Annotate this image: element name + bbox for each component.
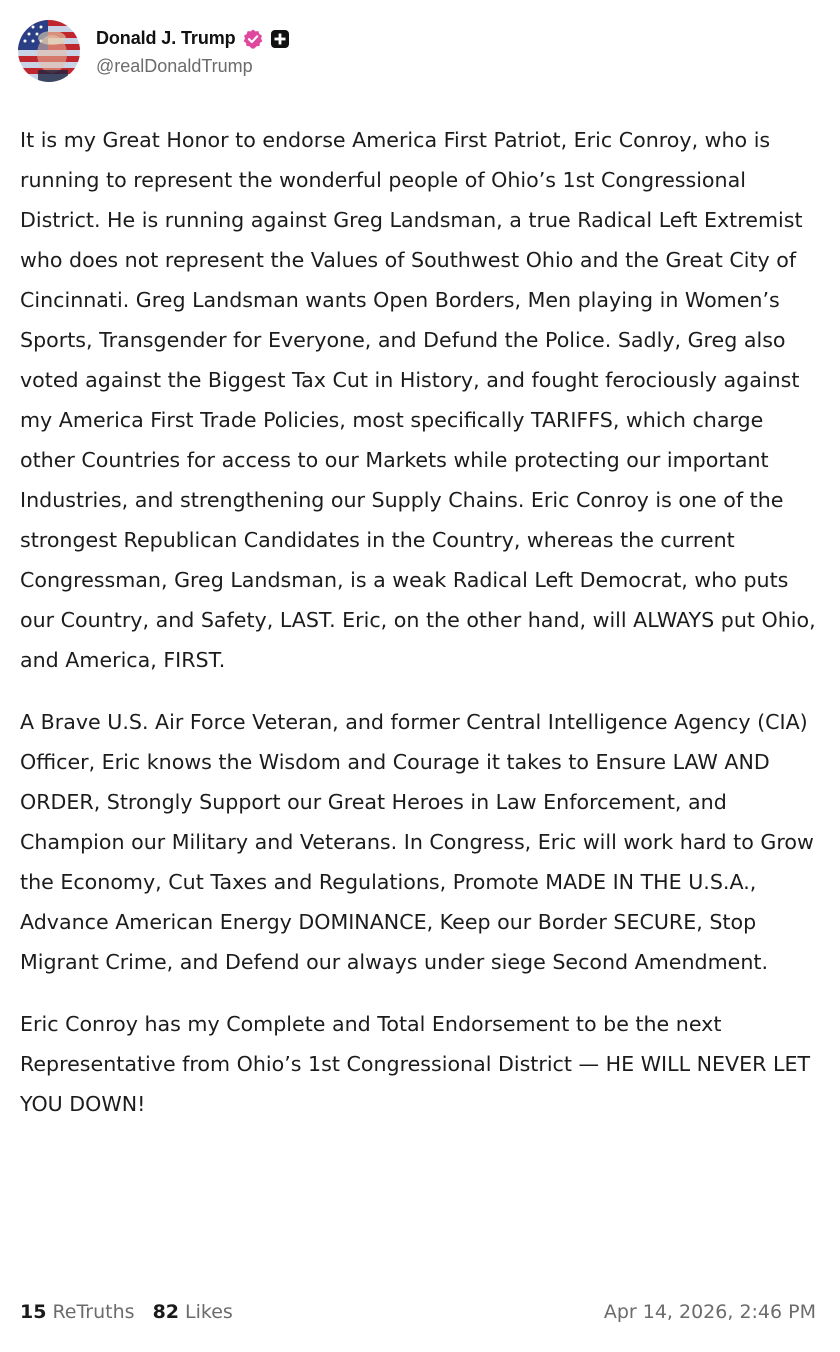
post-body [20, 120, 820, 1146]
verified-badge-icon [242, 28, 264, 50]
avatar[interactable] [18, 20, 80, 82]
likes-count: 82 [152, 1301, 180, 1323]
post-timestamp[interactable]: Apr 14, 2026, 2:46 PM [603, 1301, 816, 1323]
post-header [18, 20, 290, 82]
likes-stat[interactable] [153, 1301, 233, 1323]
author-identity [96, 26, 290, 77]
author-handle[interactable]: @realDonaldTrump [96, 55, 253, 76]
post-paragraph: A Brave U.S. Air Force Veteran, and former Central Intelligence Agency (CIA) Officer, Eric knows the Wisdom and Courage it takes to Ensure LAW AND ORDER, Strongly Support our Great Heroes in Law Enforcement, and Champion our Military and Veterans. In Congress, Eric will work hard to Grow the Economy, Cut Taxes and Regulations, Promote MADE IN THE U.S.A., Advance American Energy DOMINANCE, Keep our Border SECURE, Stop Migrant Crime, and Defend our always under siege Second Amendment. [20, 710, 814, 974]
engagement-stats [20, 1301, 251, 1323]
post-footer [20, 1292, 816, 1332]
post-paragraph: Eric Conroy has my Complete and Total Endorsement to be the next Representative from Ohio’s 1st Congressional District — HE WILL NEVER LET YOU DOWN! [20, 1012, 811, 1116]
flag-portrait-avatar-icon [18, 20, 80, 82]
retruths-label: ReTruths [52, 1301, 135, 1323]
author-display-name[interactable]: Donald J. Trump [96, 28, 236, 48]
likes-label: Likes [185, 1301, 233, 1323]
post-paragraph: It is my Great Honor to endorse America First Patriot, Eric Conroy, who is running to represent the wonderful people of Ohio’s 1st Congressional District. He is running against Greg Landsman, a true Radical Left Extremist who does not represent the Values of Southwest Ohio and the Great City of Cincinnati. Greg Landsman wants Open Borders, Men playing in Women’s Sports, Transgender for Everyone, and Defund the Police. Sadly, Greg also voted against the Biggest Tax Cut in History, and fought ferociously against my America First Trade Policies, most specifically TARIFFS, which charge other Countries for access to our Markets while protecting our important Industries, and strengthening our Supply Chains. Eric Conroy is one of the strongest Republican Candidates in the Country, whereas the current Congressman, Greg Landsman, is a weak Radical Left Democrat, who puts our Country, and Safety, LAST. Eric, on the other hand, will ALWAYS put Ohio, and America, FIRST. [20, 128, 816, 672]
retruths-count: 15 [20, 1301, 47, 1323]
name-row [96, 26, 290, 52]
retruths-stat[interactable] [20, 1301, 135, 1323]
plus-badge-icon [270, 29, 290, 49]
